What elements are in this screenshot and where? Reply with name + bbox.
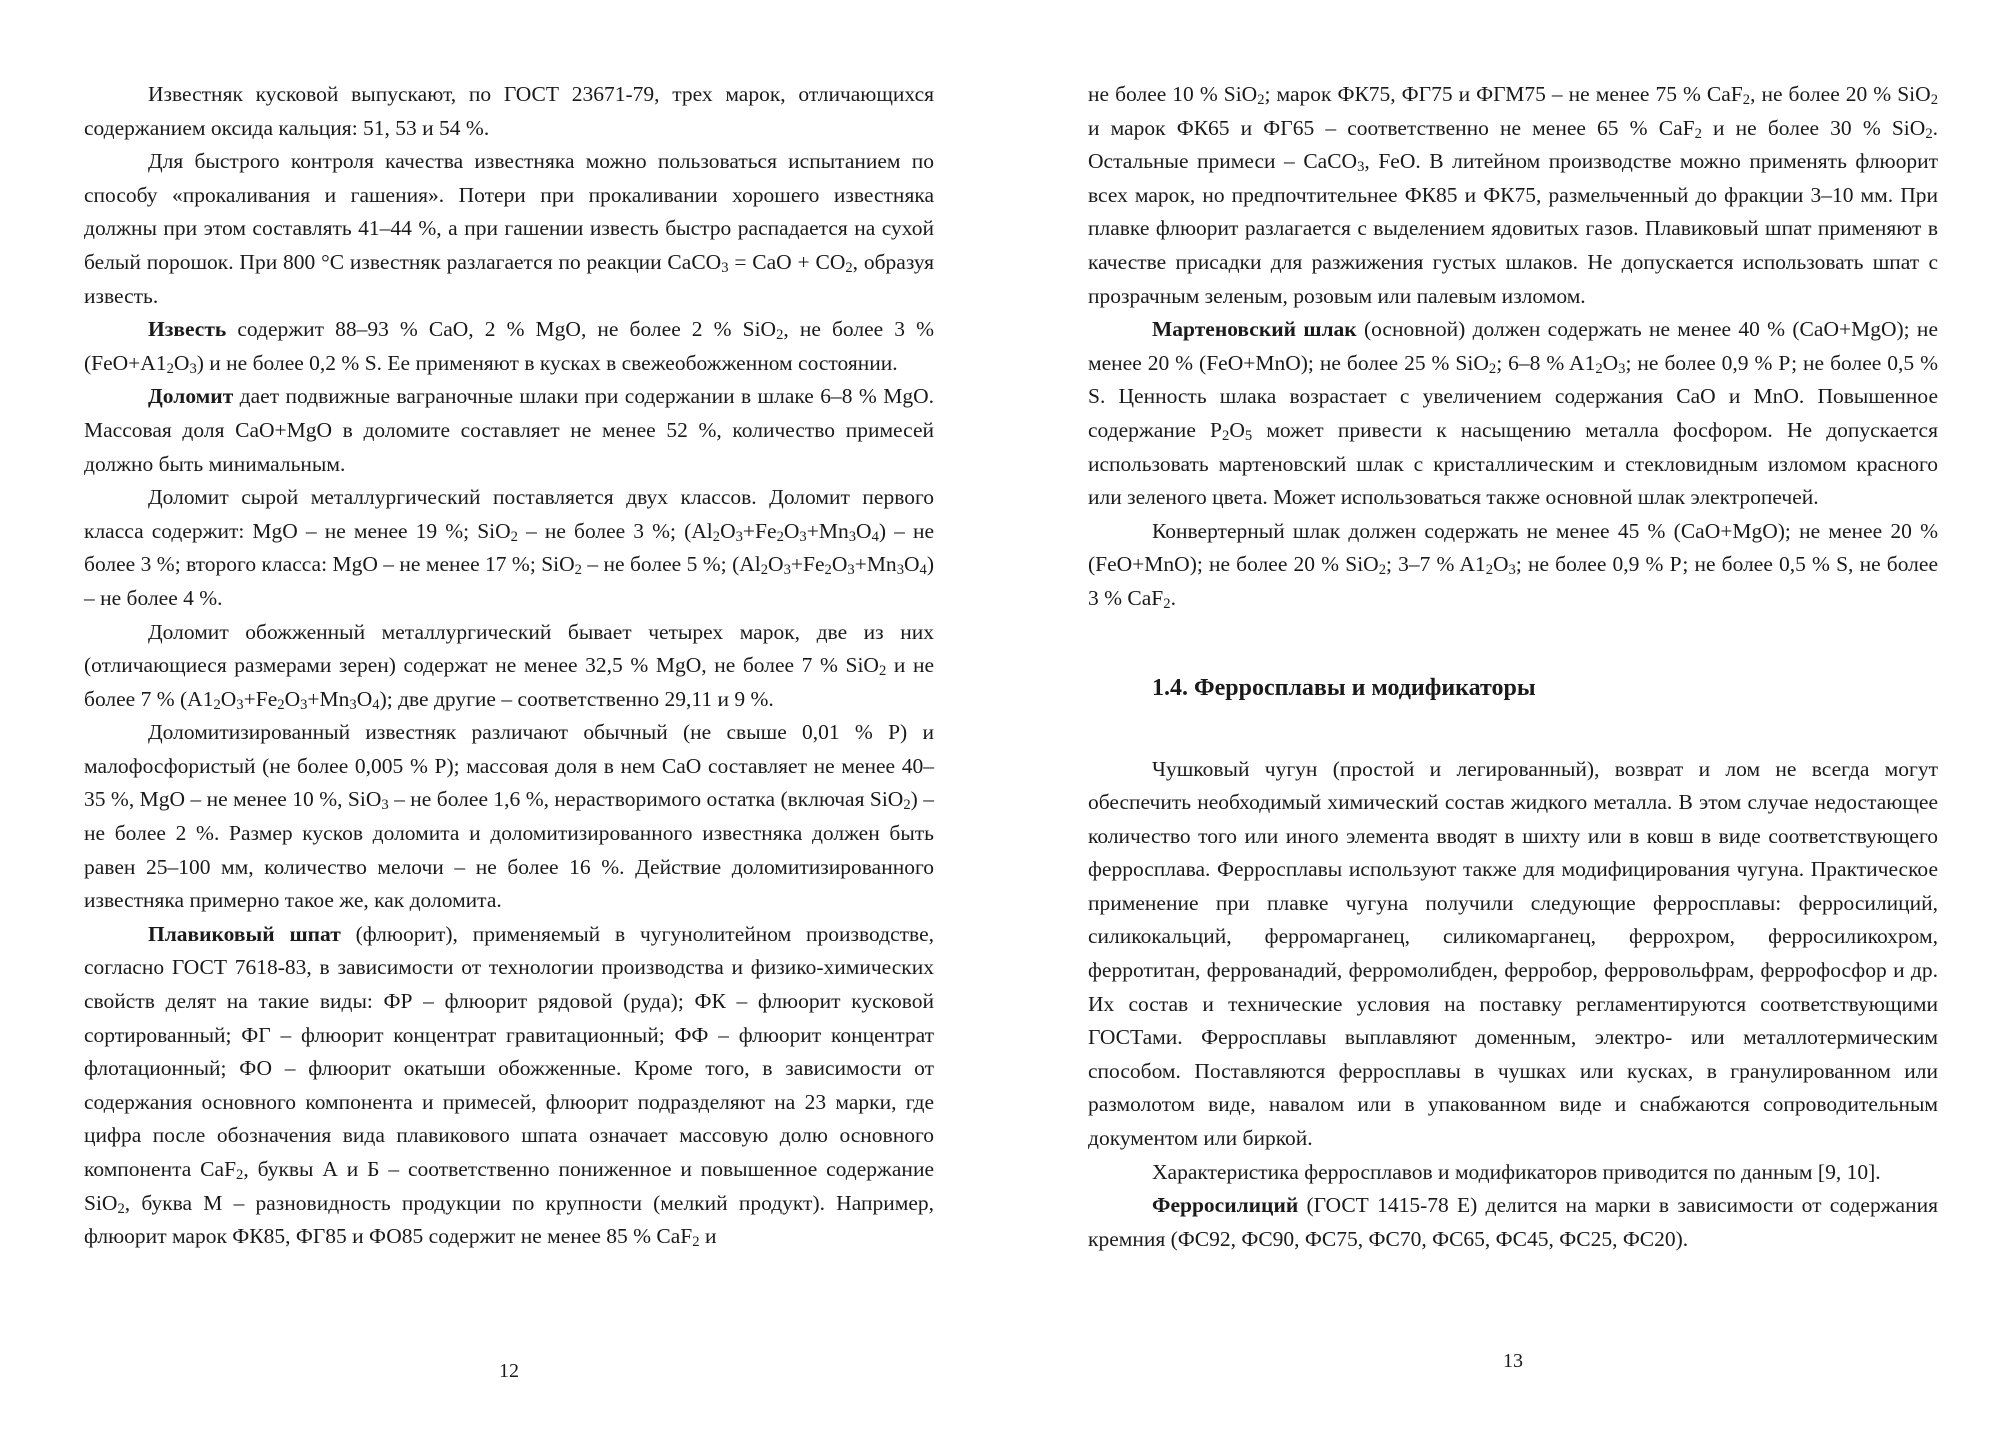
subscript: 2 (776, 327, 784, 344)
text-run: +Fe (243, 686, 278, 711)
subscript: 2 (166, 360, 174, 377)
text-run: ); две другие – соответственно 29,11 и 9 %. (379, 686, 774, 711)
subscript: 3 (847, 562, 855, 579)
text-run: ; не более 0,9 % Р; не более 0,5 % S. Ценность шлака возрастает с увеличением содержания СаО и MnO. Повышенное содержание P (1088, 350, 1939, 442)
subscript: 2 (1257, 92, 1265, 109)
subscript: 2 (510, 528, 518, 545)
text-run: и марок ФК65 и ФГ65 – соответственно не менее 65 % CaF (1088, 115, 1695, 140)
text-run: дает подвижные ваграночные шлаки при содержании в шлаке 6–8 % MgO. Массовая доля CaO+MgO в доломите составляет не менее 52 %, количество примесей должно быть минимальным. (84, 384, 934, 476)
subscript: 2 (903, 797, 911, 814)
text-run: ) – не более 4 %. (84, 552, 935, 610)
text-run: O (220, 686, 237, 711)
subscript: 3 (896, 562, 904, 579)
subscript: 2 (878, 663, 887, 680)
subscript: 2 (1163, 596, 1171, 613)
paragraph (1088, 78, 1938, 313)
text-run: O (904, 552, 920, 577)
subscript: 2 (692, 1234, 700, 1251)
subscript: 2 (1595, 360, 1603, 377)
left-page (84, 78, 935, 1382)
subscript: 4 (919, 562, 927, 579)
subscript: 3 (1618, 360, 1626, 377)
paragraph (84, 380, 934, 481)
text-run: , буква М – разновидность продукции по крупности (мелкий продукт). Например, флюорит марок ФК85, ФГ85 и ФО85 содержит не менее 85 % CaF (84, 1190, 934, 1249)
paragraph (84, 616, 934, 717)
bold-term: Известь (148, 317, 227, 342)
subscript: 2 (1222, 428, 1230, 445)
subscript: 2 (760, 562, 769, 579)
text-run: +Fe (790, 552, 825, 577)
subscript: 3 (783, 562, 791, 579)
subscript: 2 (117, 1200, 125, 1217)
subscript: 3 (1357, 159, 1365, 176)
subscript: 3 (848, 528, 857, 545)
text-run: +Mn (854, 552, 897, 577)
text-run: . Остальные примеси – CaCO (1088, 115, 1938, 174)
text-run: ) – не более 2 %. Размер кусков доломита и доломитизированного известняка должен быть равен 25–100 мм, количество мелочи – не более 16 %. Действие доломитизированного известняка примерно такое же, как доломита. (84, 787, 934, 913)
subscript: 2 (1742, 92, 1751, 109)
text-run: (ГОСТ 1415-78 Е) делится на марки в зависимости от содержания кремния (ФС92, ФС90, ФС75, ФС70, ФС65, ФС45, ФС25, ФС20). (1088, 1193, 1938, 1251)
paragraph (84, 716, 934, 918)
right-page (1088, 78, 1938, 1378)
subscript: 2 (1925, 125, 1933, 142)
text-run: Доломитизированный известняк различают обычный (не свыше 0,01 % Р) и малофосфористый (не более 0,005 % Р); массовая доля в нем СаО составляет не менее 40–35 %, MgO – не менее 10 %, SiO (84, 720, 934, 812)
text-run: ) и не более 0,2 % S. Ее применяют в кусках в свежеобожженном состоянии. (196, 350, 898, 375)
text-run: +Mn (307, 686, 350, 711)
paragraph (1088, 515, 1938, 616)
paragraph (84, 481, 934, 615)
text-run: и не более 7 % (A1 (84, 653, 935, 711)
text-run: O (1493, 552, 1509, 577)
text-run: может привести к насыщению металла фосфором. Не допускается использовать мартеновский шлак с кристаллическим и стекловидным изломом красного или зеленого цвета. Может использоваться также основной шлак электропечей. (1088, 417, 1938, 510)
text-run: , образуя известь. (84, 249, 934, 308)
subscript: 2 (776, 528, 784, 545)
subscript: 4 (871, 528, 879, 545)
text-run: – не более 1,6 %, нерастворимого остатка (включая SiO (388, 787, 904, 812)
subscript: 3 (236, 696, 244, 713)
paragraph (1088, 1156, 1938, 1190)
text-run: и не более 30 % SiO (1701, 115, 1926, 140)
right-page-body-top (1088, 78, 1938, 616)
text-run: (флюорит), применяемый в чугунолитейном производстве, согласно ГОСТ 7618-83, в зависимости от технологии производства и физико-химических свойств делят на такие виды: ФР – флюорит рядовой (руда); ФК – флюорит кусковой сортированный; ФГ – флюорит концентрат гравитационный; ФФ – флюорит концентрат флотационный; ФО – флюорит окатыши обожженные. Кроме того, в зависимости от содержания основного компонента и примесей, флюорит подразделяют на 23 марки, где цифра после обозначения вида плавикового шпата означает массовую долю основного компонента CaF (84, 921, 934, 1181)
text-run: Доломит обожженный металлургический бывает четырех марок, две из них (отличающиеся размерами зерен) содержат не менее 32,5 % MgO, не более 7 % SiO (84, 619, 934, 678)
subscript: 2 (574, 562, 582, 579)
bold-term: Плавиковый шпат (148, 921, 341, 946)
text-run: O (1602, 350, 1619, 375)
subscript: 2 (1694, 125, 1702, 142)
subscript: 3 (735, 528, 743, 545)
text-run: ; 3–7 % A1 (1386, 552, 1486, 577)
text-run: O (856, 518, 872, 543)
text-run: (основной) должен содержать не менее 40 % (CaO+MgO); не менее 20 % (FeO+MnO); не более 25 % SiO (1088, 317, 1938, 375)
text-run: Известняк кусковой выпускают, по ГОСТ 23671-79, трех марок, отличающихся содержанием оксида кальция: 51, 53 и 54 %. (84, 82, 934, 140)
subscript: 2 (236, 1167, 244, 1184)
subscript: 5 (1244, 428, 1253, 445)
text-run: O (1229, 417, 1245, 442)
paragraph (84, 78, 934, 145)
subscript: 2 (845, 260, 853, 277)
text-run: ) – не более 3 %; второго класса: MgO – не менее 17 %; SiO (84, 518, 934, 577)
page-number: 12 (499, 1360, 519, 1382)
text-run: не более 10 % SiO (1088, 82, 1258, 106)
subscript: 2 (1930, 92, 1938, 109)
text-run: Доломит сырой металлургический поставляется двух классов. Доломит первого класса содержит: MgO – не менее 19 %; SiO (84, 485, 934, 543)
left-page-body (84, 78, 934, 1254)
text-run: O (356, 686, 373, 711)
paragraph (1088, 753, 1938, 1156)
text-run: содержит 88–93 % CaO, 2 % MgO, не более 2 % SiO (226, 317, 777, 342)
subscript: 2 (1378, 562, 1387, 579)
right-page-body-bottom (1088, 753, 1938, 1257)
subscript: 2 (1485, 562, 1493, 579)
section-heading: 1.4. Ферросплавы и модификаторы (1152, 674, 1536, 701)
subscript: 3 (1508, 562, 1516, 579)
text-run: , буквы А и Б – соответственно пониженное и повышенное содержание SiO (84, 1157, 934, 1215)
subscript: 3 (189, 360, 197, 377)
paragraph (1088, 313, 1938, 515)
text-run: , не более 3 % (FeO+A1 (84, 317, 934, 375)
subscript: 2 (824, 562, 832, 579)
text-run: O (831, 552, 848, 577)
subscript: 3 (300, 696, 308, 713)
paragraph (84, 313, 934, 380)
subscript: 2 (1488, 360, 1497, 377)
text-run: , FeO. В литейном производстве можно применять флюорит всех марок, но предпочтительнее ФК85 и ФК75, размельченный до фракции 3–10 мм. При плавке флюорит разлагается с выделением ядовитых газов. Плавиковый шпат применяют в качестве присадки для разжижения густых шлаков. Не допускается использовать шпат с прозрачным зеленым, розовым или палевым изломом. (1088, 149, 1939, 308)
text-run: +Fe (742, 518, 777, 543)
subscript: 4 (372, 696, 380, 713)
text-run: Чушковый чугун (простой и легированный), возврат и лом не всегда могут обеспечить необходимый химический состав жидкого металла. В этом случае недостающее количество того или иного элемента вводят в шихту или в ковш в виде соответствующего ферросплава. Ферросплавы используют также для модифицирования чугуна. Практическое применение при плавке чугуна получили следующие ферросплавы: ферросилиций, силикокальций, ферромарганец, силикомарганец, феррохром, ферросиликохром, ферротитан, феррованадий, ферромолибден, ферробор, ферровольфрам, феррофосфор и др. Их состав и технические условия на поставку регламентируются соответствующими ГОСТами. Ферросплавы выплавляют доменным, электро- или металлотермическим способом. Поставляются ферросплавы в чушках или кусках, в гранулированном или размолотом виде, навалом или в упакованном виде и снабжаются сопроводительным документом или биркой. (1088, 756, 1938, 1151)
text-run: ; марок ФК75, ФГ75 и ФГМ75 – не менее 75 % CaF (1264, 82, 1743, 106)
text-run: O (783, 518, 800, 543)
text-run: . (1170, 585, 1176, 610)
text-run: O (284, 686, 301, 711)
text-run: Характеристика ферросплавов и модификаторов приводится по данным [9, 10]. (1152, 1159, 1881, 1184)
bold-term: Доломит (148, 384, 234, 409)
subscript: 2 (213, 696, 221, 713)
text-run: Для быстрого контроля качества известняка можно пользоваться испытанием по способу «прокаливания и гашения». Потери при прокаливании хорошего известняка должны при этом составлять 41–44 %, а при гашении известь быстро распадается на сухой белый порошок. При 800 °С известняк разлагается по реакции СаСО (84, 149, 934, 274)
text-run: = СаО + СО (728, 249, 846, 274)
subscript: 3 (799, 528, 807, 545)
subscript: 2 (277, 696, 285, 713)
text-run: ; не более 0,9 % Р; не более 0,5 % S, не более 3 % CaF (1088, 552, 1938, 610)
text-run: O (173, 350, 190, 375)
text-run: +Mn (806, 518, 849, 543)
text-run: , не более 20 % SiO (1750, 82, 1931, 106)
text-run: ; 6–8 % A1 (1496, 350, 1596, 375)
subscript: 3 (349, 696, 357, 713)
bold-term: Мартеновский шлак (1152, 317, 1357, 342)
subscript: 3 (721, 260, 729, 277)
paragraph (1088, 1189, 1938, 1256)
text-run: – не более 3 %; (Al (517, 518, 713, 543)
bold-term: Ферросилиций (1152, 1193, 1299, 1218)
subscript: 2 (712, 528, 721, 545)
subscript: 3 (381, 797, 389, 814)
text-run: O (720, 518, 736, 543)
text-run: – не более 5 %; (Al (581, 552, 761, 577)
text-run: O (768, 552, 784, 577)
text-run: и (699, 1224, 717, 1249)
text-run: Конвертерный шлак должен содержать не менее 45 % (CaO+MgO); не менее 20 % (FeO+MnO); не более 20 % SiO (1088, 518, 1938, 577)
paragraph (84, 918, 934, 1254)
page-number: 13 (1503, 1350, 1523, 1372)
paragraph (84, 145, 934, 313)
